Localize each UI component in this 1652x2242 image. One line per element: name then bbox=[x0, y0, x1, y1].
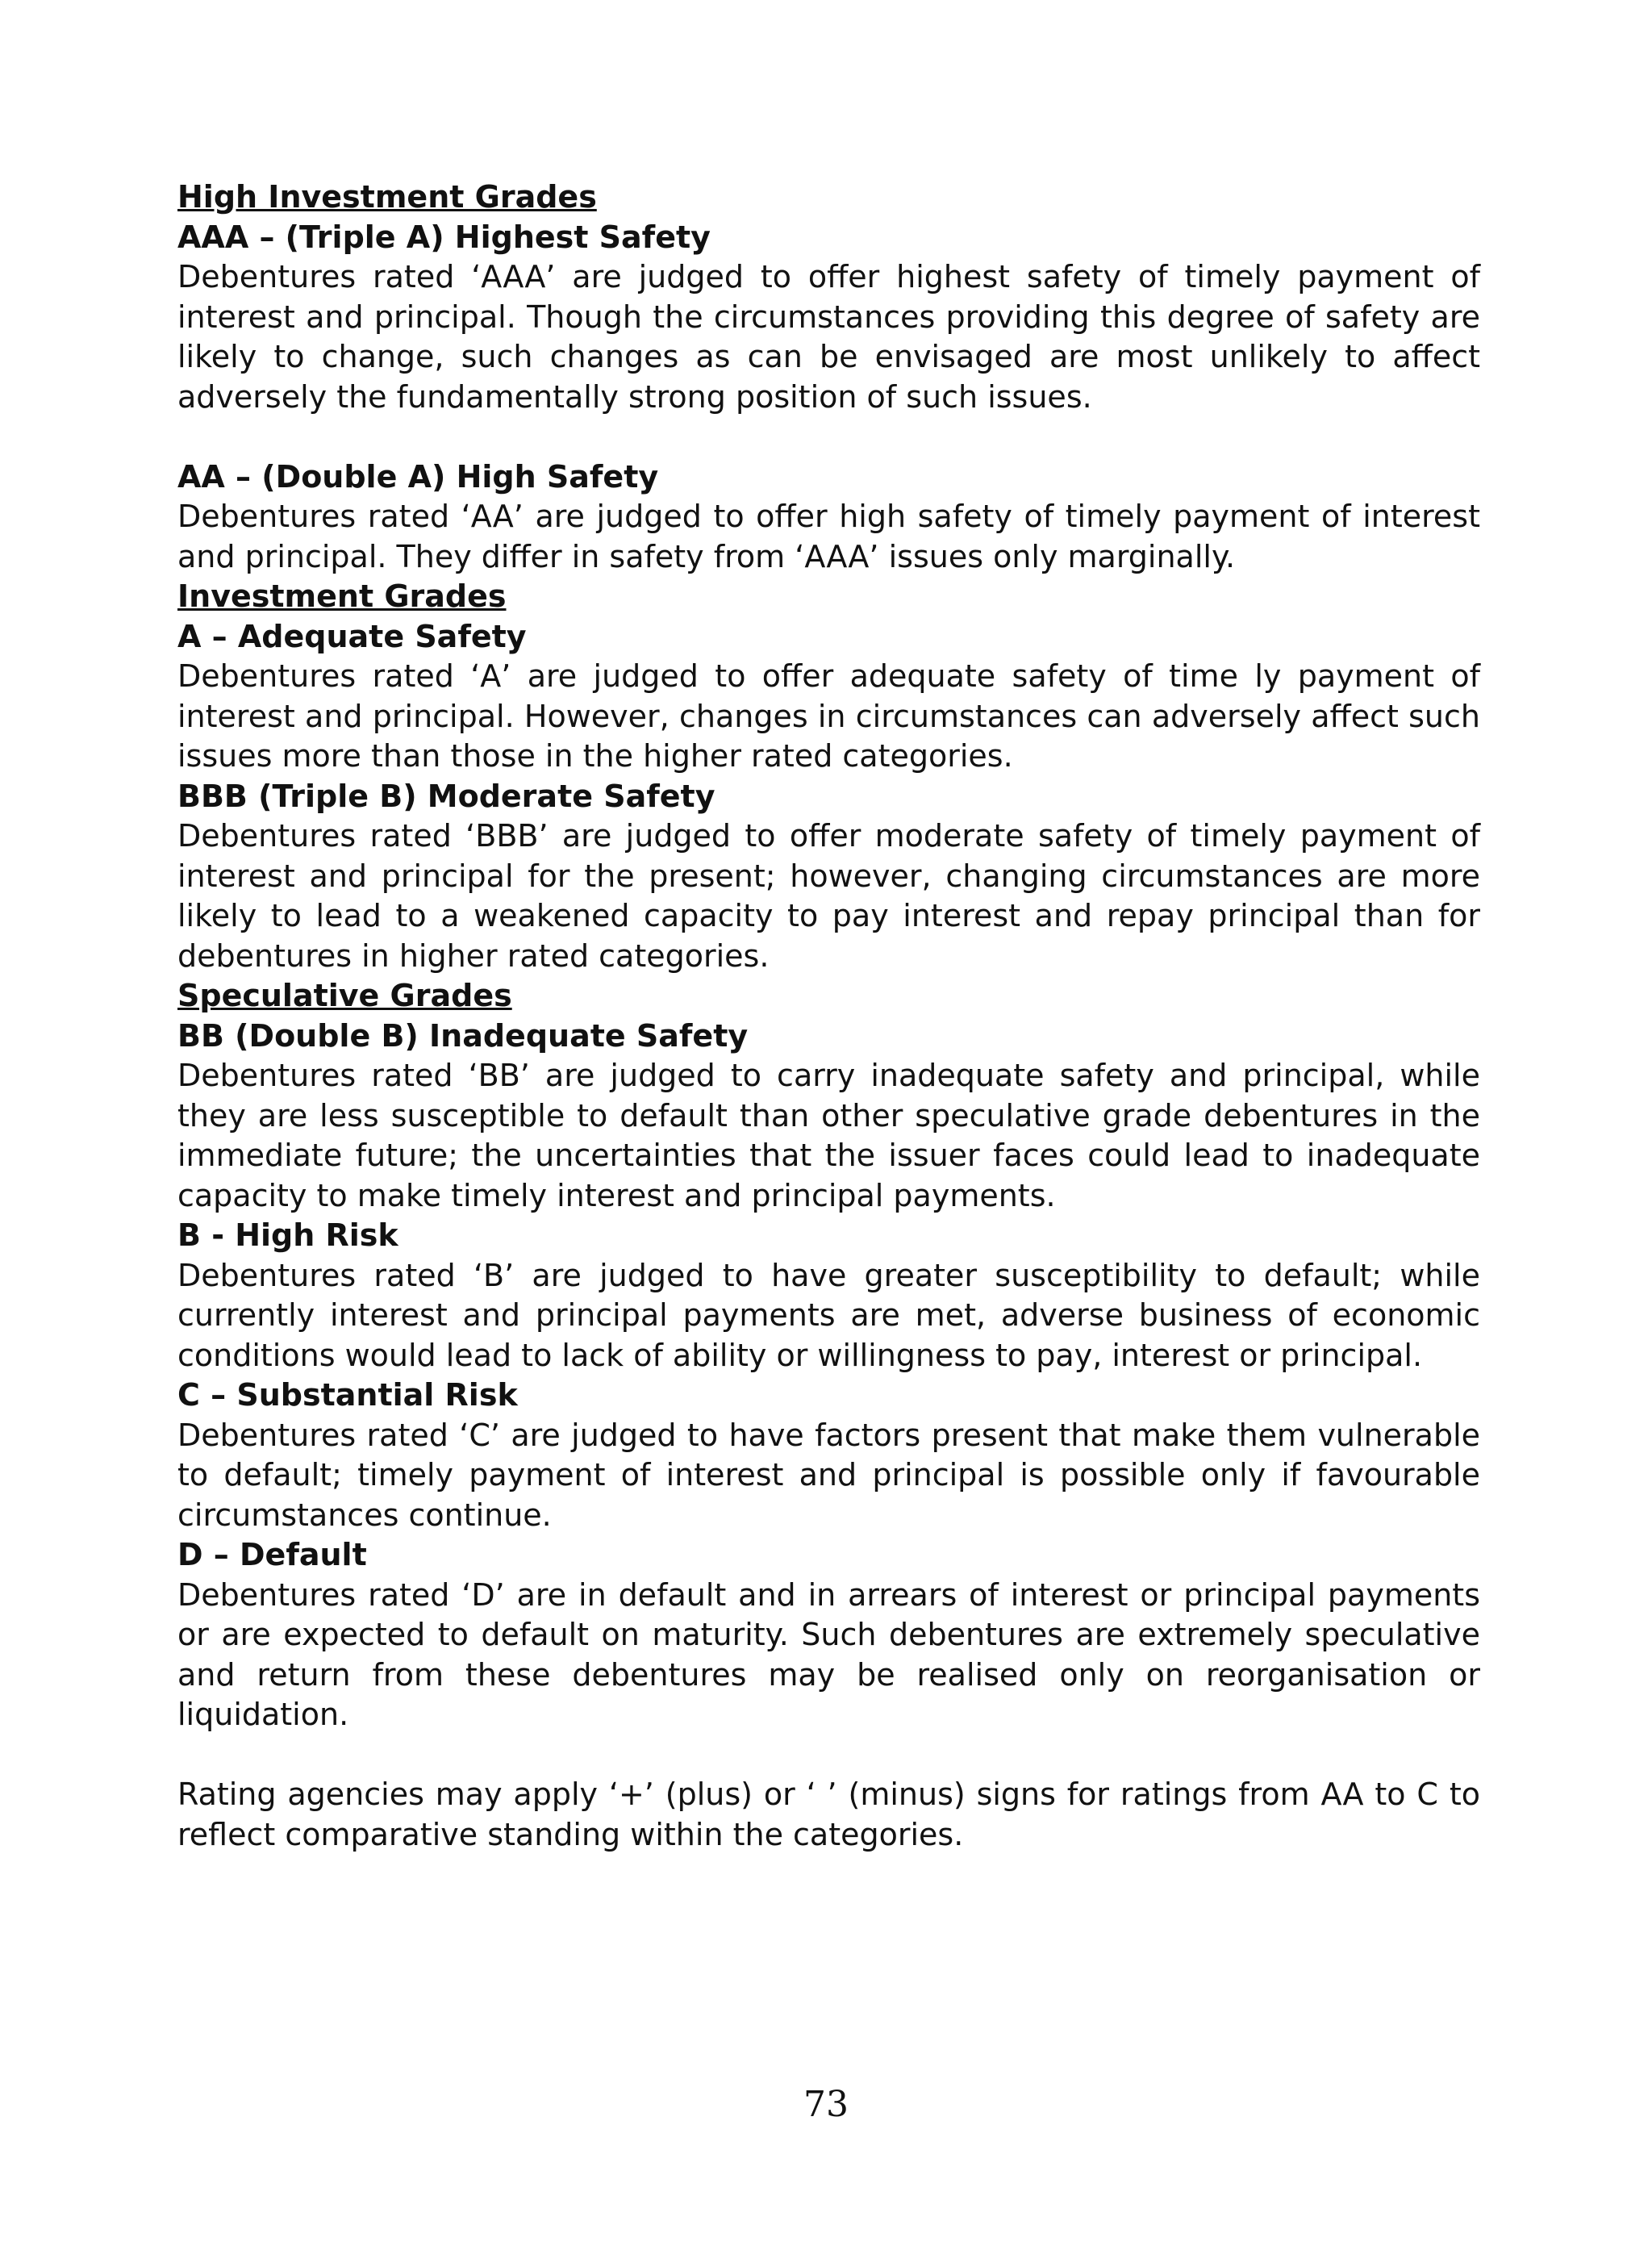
rating-modifier-note: Rating agencies may apply ‘+’ (plus) or ‘ ’ (minus) signs for ratings from AA to C to reflect comparative standing within the categories. bbox=[177, 1776, 1480, 1852]
grade-description-aa: Debentures rated ‘AA’ are judged to offer high safety of timely payment of interest and principal. They differ in safety from ‘AAA’ issues only marginally. bbox=[177, 499, 1480, 574]
grade-description-d: Debentures rated ‘D’ are in default and in arrears of interest or principal payments or are expected to default on maturity. Such debentures are extremely speculative and return from these debentures may be realised only on reorganisation or liquidation. bbox=[177, 1576, 1480, 1732]
document-page bbox=[177, 177, 1480, 1855]
section-title: High Investment Grades bbox=[177, 179, 597, 215]
grade-title-aa: AA – (Double A) High Safety bbox=[177, 458, 659, 495]
section-investment-grades bbox=[177, 577, 1480, 976]
grade-title-a: A – Adequate Safety bbox=[177, 618, 527, 654]
section-title: Speculative Grades bbox=[177, 978, 512, 1013]
paragraph-gap bbox=[177, 417, 1480, 457]
grade-title-d: D – Default bbox=[177, 1537, 367, 1572]
page-number: 73 bbox=[803, 2084, 849, 2125]
grade-title-bb: BB (Double B) Inadequate Safety bbox=[177, 1017, 749, 1054]
grade-description-bb: Debentures rated ‘BB’ are judged to carry inadequate safety and principal, while they are less susceptible to default than other speculative grade debentures in the immediate future; the uncertainties that the issuer faces could lead to inadequate capacity to make timely interest and principal payments. bbox=[177, 1058, 1480, 1213]
grade-title-c: C – Substantial Risk bbox=[177, 1377, 518, 1413]
grade-description-c: Debentures rated ‘C’ are judged to have factors present that make them vulnerable to default; timely payment of interest and principal is possible only if favourable circumstances continue. bbox=[177, 1417, 1480, 1533]
section-high-investment-grades bbox=[177, 177, 1480, 577]
grade-description-a: Debentures rated ‘A’ are judged to offer adequate safety of time ly payment of interest and principal. However, changes in circumstances can adversely affect such issues more than those in the higher rated categories. bbox=[177, 658, 1480, 774]
grade-title-bbb: BBB (Triple B) Moderate Safety bbox=[177, 778, 715, 814]
section-speculative-grades bbox=[177, 976, 1480, 1735]
grade-description-bbb: Debentures rated ‘BBB’ are judged to offer moderate safety of timely payment of interest and principal for the present; however, changing circumstances are more likely to lead to a weakened capacity to pay interest and repay principal than for debentures in higher rated categories. bbox=[177, 818, 1480, 974]
grade-title-aaa: AAA – (Triple A) Highest Safety bbox=[177, 219, 711, 255]
section-title: Investment Grades bbox=[177, 578, 507, 614]
paragraph-gap bbox=[177, 1735, 1480, 1776]
grade-description-b: Debentures rated ‘B’ are judged to have greater susceptibility to default; while currently interest and principal payments are met, adverse business of economic conditions would lead to lack of ability or willingness to pay, interest or principal. bbox=[177, 1257, 1480, 1373]
grade-description-aaa: Debentures rated ‘AAA’ are judged to offer highest safety of timely payment of interest and principal. Though the circumstances providing this degree of safety are likely to change, such changes as can be envisaged are most unlikely to affect adversely the fundamentally strong position of such issues. bbox=[177, 259, 1480, 415]
grade-title-b: B - High Risk bbox=[177, 1217, 398, 1253]
